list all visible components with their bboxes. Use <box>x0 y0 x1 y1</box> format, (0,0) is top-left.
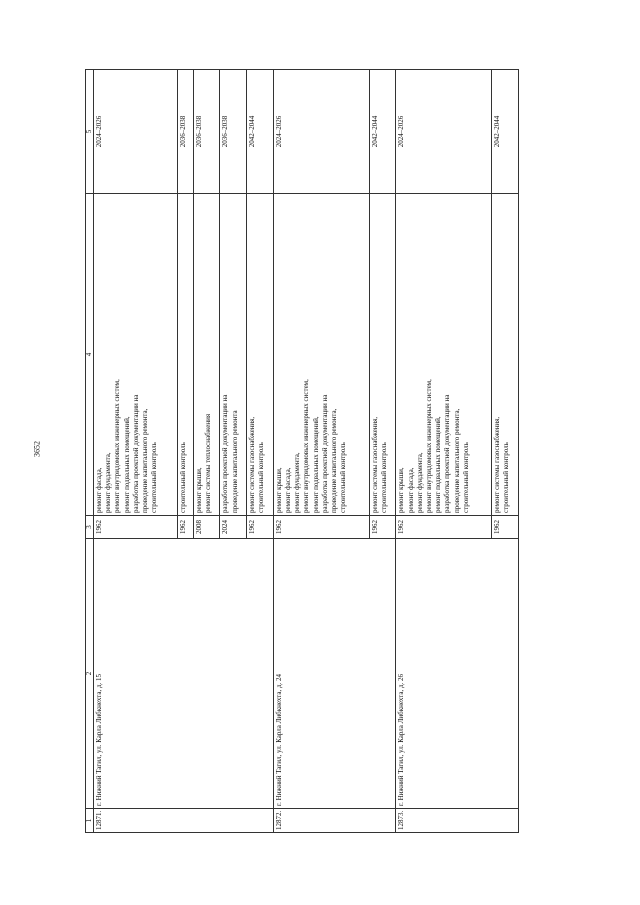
table-row <box>273 70 369 833</box>
work-item: ремонт системы газоснабжения, <box>370 416 379 513</box>
work-item: ремонт внутридомовых инженерных систем, <box>424 379 433 513</box>
work-item: ремонт системы теплоснабжения <box>203 413 212 513</box>
work-item: разработка проектной документации на <box>131 394 140 513</box>
planned-period: 2042–2044 <box>369 70 396 194</box>
works-cell <box>94 194 178 516</box>
rotated-table-container <box>85 70 519 833</box>
work-item: разработка проектной документации на <box>221 394 230 513</box>
work-item: проведение капитального ремонта <box>230 410 239 513</box>
works-cell <box>247 194 274 516</box>
commissioning-year: 2008 <box>193 516 220 539</box>
commissioning-year: 1962 <box>369 516 396 539</box>
address-cell: г. Нижний Тагил, ул. Карла Либкнехта, д. 24 <box>273 539 396 809</box>
work-item: ремонт внутридомовых инженерных систем, <box>302 379 311 513</box>
table-row <box>396 70 492 833</box>
work-item: ремонт крыши, <box>274 467 283 513</box>
commissioning-year: 1962 <box>247 516 274 539</box>
work-item: ремонт фундамента, <box>104 452 113 513</box>
work-item: ремонт фасада, <box>95 467 103 513</box>
works-cell <box>273 194 369 516</box>
planned-period: 2024–2026 <box>396 70 492 194</box>
row-number: 12872. <box>273 809 396 833</box>
work-item: ремонт подвальных помещений, <box>122 416 131 513</box>
planned-period: 2042–2044 <box>492 70 519 194</box>
work-item: строительный контроль <box>502 442 511 513</box>
work-item: проведение капитального ремонта, <box>141 408 150 513</box>
work-item: ремонт фасада, <box>406 467 415 513</box>
work-item: ремонт внутридомовых инженерных систем, <box>113 379 122 513</box>
work-item: ремонт фундамента, <box>293 452 302 513</box>
header-row <box>86 70 94 833</box>
work-item: разработка проектной документации на <box>320 394 329 513</box>
work-item: строительный контроль <box>461 442 470 513</box>
table-body <box>94 70 519 833</box>
work-item: ремонт системы газоснабжения, <box>248 416 257 513</box>
planned-period: 2036–2038 <box>178 70 193 194</box>
address-cell: г. Нижний Тагил, ул. Карла Либкнехта, д. 26 <box>396 539 519 809</box>
page-number: 3652 <box>32 441 42 457</box>
planned-period: 2042–2044 <box>247 70 274 194</box>
table-row <box>94 70 178 833</box>
planned-period: 2036–2038 <box>193 70 220 194</box>
commissioning-year: 1962 <box>492 516 519 539</box>
planned-period: 2024–2026 <box>94 70 178 194</box>
commissioning-year: 1962 <box>396 516 492 539</box>
work-item: ремонт крыши, <box>397 467 406 513</box>
commissioning-year: 2024 <box>220 516 247 539</box>
row-number: 12873. <box>396 809 519 833</box>
work-item: ремонт системы газоснабжения, <box>493 416 502 513</box>
work-item: разработка проектной документации на <box>443 394 452 513</box>
work-item: ремонт подвальных помещений, <box>311 416 320 513</box>
work-item: ремонт фасада, <box>284 467 292 513</box>
work-item: строительный контроль <box>150 442 159 513</box>
works-cell <box>178 194 193 516</box>
column-header-5: 5 <box>86 70 94 194</box>
works-cell <box>492 194 519 516</box>
repair-schedule-table <box>85 69 519 833</box>
row-number: 12871. <box>94 809 274 833</box>
work-item: проведение капитального ремонта, <box>330 408 339 513</box>
work-item: строительный контроль <box>339 442 348 513</box>
planned-period: 2036–2038 <box>220 70 247 194</box>
commissioning-year: 1962 <box>273 516 369 539</box>
work-item: строительный контроль <box>257 442 266 513</box>
work-item: строительный контроль <box>179 442 188 513</box>
works-cell <box>193 194 220 516</box>
column-header-4: 4 <box>86 194 94 516</box>
work-item: ремонт подвальных помещений, <box>434 416 443 513</box>
column-header-3: 3 <box>86 516 94 539</box>
column-header-2: 2 <box>86 539 94 809</box>
commissioning-year: 1962 <box>94 516 178 539</box>
works-cell <box>220 194 247 516</box>
commissioning-year: 1962 <box>178 516 193 539</box>
works-cell <box>369 194 396 516</box>
address-cell: г. Нижний Тагил, ул. Карла Либкнехта, д. 15 <box>94 539 274 809</box>
column-header-1: 1 <box>86 809 94 833</box>
work-item: строительный контроль <box>379 442 388 513</box>
work-item: ремонт фундамента, <box>415 452 424 513</box>
planned-period: 2024–2026 <box>273 70 369 194</box>
work-item: ремонт крыши, <box>194 467 203 513</box>
work-item: проведение капитального ремонта, <box>452 408 461 513</box>
works-cell <box>396 194 492 516</box>
